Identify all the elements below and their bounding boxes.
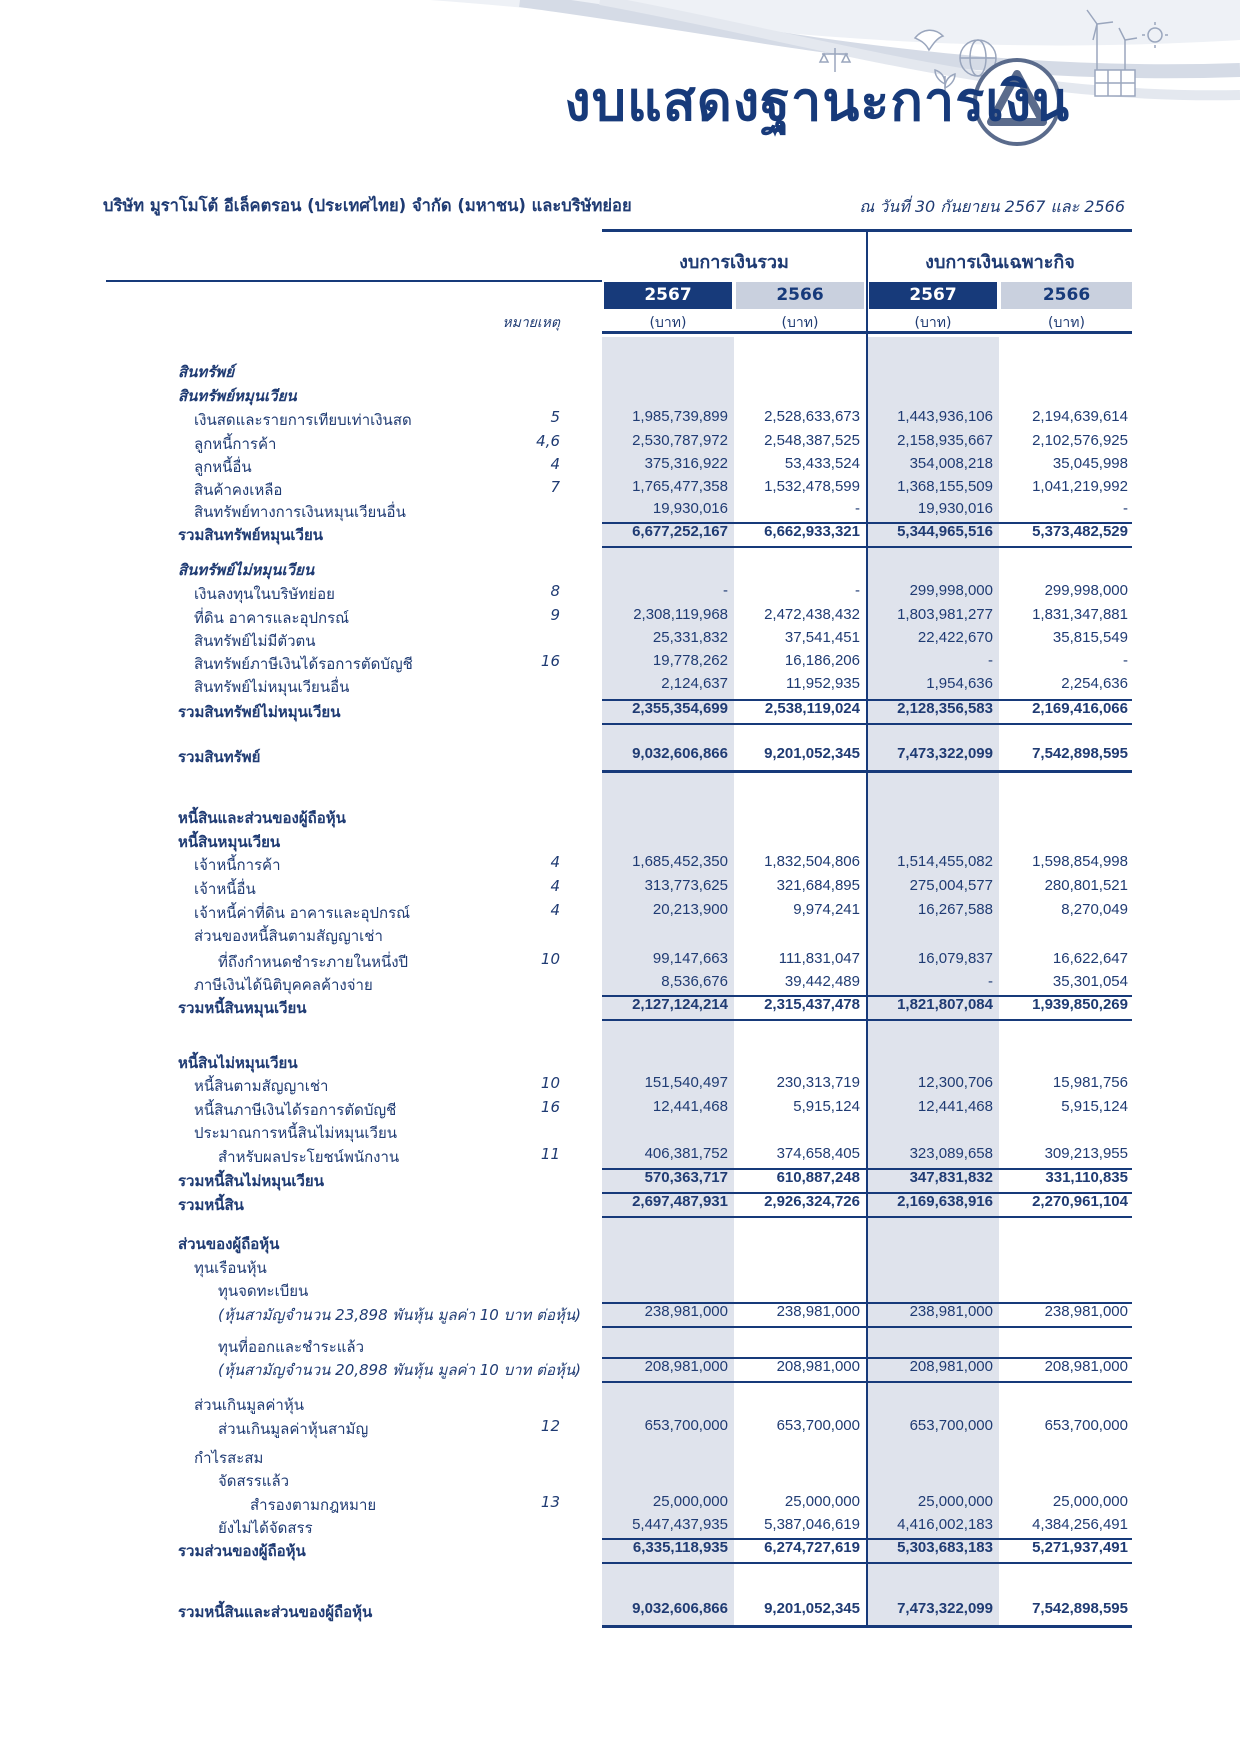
- row-label: รวมหนี้สิน: [178, 1196, 244, 1214]
- cell-value: 7,542,898,595: [1032, 745, 1128, 762]
- cell-value: 653,700,000: [1044, 1417, 1128, 1434]
- cell-value: 238,981,000: [776, 1303, 860, 1320]
- cell-value: 1,443,936,106: [897, 408, 993, 425]
- row-note: 5: [550, 408, 560, 426]
- cell-value: 238,981,000: [909, 1303, 993, 1320]
- row-label: ประมาณการหนี้สินไม่หมุนเวียน: [194, 1124, 398, 1142]
- cell-value: 2,158,935,667: [897, 432, 993, 449]
- cell-value: 208,981,000: [776, 1358, 860, 1375]
- company-name: บริษัท มูราโมโต้ อีเล็คตรอน (ประเทศไทย) จำกัด (มหาชน) และบริษัทย่อย: [103, 196, 632, 215]
- row-label: หนี้สินภาษีเงินได้รอการตัดบัญชี: [194, 1101, 397, 1119]
- subtotal-rule: [602, 1302, 1132, 1304]
- cell-value: 22,422,670: [917, 629, 993, 646]
- subtotal-rule: [602, 546, 1132, 548]
- row-note: 11: [540, 1145, 560, 1163]
- row-label: (หุ้นสามัญจำนวน 23,898 พันหุ้น มูลค่า 10 บาท ต่อหุ้น): [218, 1306, 581, 1324]
- year-2566-consolidated: 2566: [736, 282, 864, 309]
- row-label: ทุนจดทะเบียน: [218, 1282, 309, 1300]
- cell-value: 1,685,452,350: [632, 853, 728, 870]
- cell-value: 5,344,965,516: [897, 523, 993, 540]
- header-left-underline: [106, 280, 602, 282]
- cell-value: 238,981,000: [644, 1303, 728, 1320]
- row-label: รวมส่วนของผู้ถือหุ้น: [178, 1542, 306, 1560]
- cell-value: 2,530,787,972: [632, 432, 728, 449]
- cell-value: 299,998,000: [1044, 582, 1128, 599]
- table-row: [0, 1539, 1240, 1561]
- table-row: [0, 606, 1240, 628]
- row-label: รวมสินทรัพย์ไม่หมุนเวียน: [178, 703, 341, 721]
- row-label: ลูกหนี้การค้า: [194, 435, 277, 453]
- cell-value: 19,930,016: [652, 500, 728, 517]
- unit-label: (บาท): [649, 315, 687, 331]
- year-2567-consolidated: 2567: [604, 282, 732, 309]
- cell-value: 8,270,049: [1061, 901, 1128, 918]
- cell-value: 9,032,606,866: [632, 1600, 728, 1617]
- row-label: รวมหนี้สินและส่วนของผู้ถือหุ้น: [178, 1603, 373, 1621]
- cell-value: 2,102,576,925: [1032, 432, 1128, 449]
- table-row: [0, 1600, 1240, 1622]
- cell-value: 1,598,854,998: [1032, 853, 1128, 870]
- cell-value: 5,303,683,183: [897, 1539, 993, 1556]
- cell-value: 19,778,262: [652, 652, 728, 669]
- table-row: [0, 1303, 1240, 1325]
- cell-value: 25,331,832: [652, 629, 728, 646]
- row-label: เจ้าหนี้การค้า: [194, 856, 281, 874]
- unit-label: (บาท): [781, 315, 819, 331]
- cell-value: 35,045,998: [1052, 455, 1128, 472]
- table-row: [0, 629, 1240, 651]
- cell-value: 1,832,504,806: [764, 853, 860, 870]
- row-label: สินทรัพย์ไม่หมุนเวียน: [178, 561, 315, 579]
- table-row: [0, 901, 1240, 923]
- group-separate: งบการเงินเฉพาะกิจ: [925, 252, 1075, 273]
- cell-value: 7,473,322,099: [897, 745, 993, 762]
- row-label: ลูกหนี้อื่น: [194, 458, 252, 476]
- cell-value: 151,540,497: [644, 1074, 728, 1091]
- table-row: [0, 1335, 1240, 1357]
- cell-value: 12,441,468: [917, 1098, 993, 1115]
- cell-value: 280,801,521: [1044, 877, 1128, 894]
- table-row: [0, 830, 1240, 852]
- cell-value: 347,831,832: [909, 1169, 993, 1186]
- cell-value: 1,765,477,358: [632, 478, 728, 495]
- subtotal-rule: [602, 1381, 1132, 1383]
- cell-value: -: [988, 973, 993, 990]
- subtotal-rule: [602, 1538, 1132, 1540]
- table-row: [0, 360, 1240, 382]
- cell-value: 2,127,124,214: [632, 996, 728, 1013]
- cell-value: 7,473,322,099: [897, 1600, 993, 1617]
- cell-value: 25,000,000: [1052, 1493, 1128, 1510]
- row-note: 16: [540, 652, 560, 670]
- cell-value: 2,697,487,931: [632, 1193, 728, 1210]
- table-row: [0, 523, 1240, 545]
- cell-value: 19,930,016: [917, 500, 993, 517]
- table-row: [0, 1169, 1240, 1191]
- row-note: 12: [540, 1417, 560, 1435]
- cell-value: 37,541,451: [784, 629, 860, 646]
- cell-value: 9,974,241: [793, 901, 860, 918]
- cell-value: -: [1123, 652, 1128, 669]
- table-row: [0, 582, 1240, 604]
- cell-value: 313,773,625: [644, 877, 728, 894]
- cell-value: 6,677,252,167: [632, 523, 728, 540]
- cell-value: 4,416,002,183: [897, 1516, 993, 1533]
- cell-value: -: [988, 652, 993, 669]
- cell-value: 2,548,387,525: [764, 432, 860, 449]
- cell-value: 354,008,218: [909, 455, 993, 472]
- subtotal-rule: [602, 1326, 1132, 1328]
- cell-value: 321,684,895: [776, 877, 860, 894]
- cell-value: 99,147,663: [652, 950, 728, 967]
- cell-value: 5,271,937,491: [1032, 1539, 1128, 1556]
- cell-value: 238,981,000: [1044, 1303, 1128, 1320]
- cell-value: 5,915,124: [1061, 1098, 1128, 1115]
- cell-value: 610,887,248: [776, 1169, 860, 1186]
- unit-label: (บาท): [914, 315, 952, 331]
- table-row: [0, 652, 1240, 674]
- cell-value: -: [855, 582, 860, 599]
- cell-value: 2,254,636: [1061, 675, 1128, 692]
- table-row: [0, 455, 1240, 477]
- cell-value: 1,831,347,881: [1032, 606, 1128, 623]
- cell-value: 375,316,922: [644, 455, 728, 472]
- cell-value: 7,542,898,595: [1032, 1600, 1128, 1617]
- cell-value: 20,213,900: [652, 901, 728, 918]
- cell-value: 16,267,588: [917, 901, 993, 918]
- year-2566-separate: 2566: [1001, 282, 1132, 309]
- table-row: [0, 1516, 1240, 1538]
- cell-value: 15,981,756: [1052, 1074, 1128, 1091]
- table-row: [0, 806, 1240, 828]
- cell-value: 1,803,981,277: [897, 606, 993, 623]
- table-row: [0, 1279, 1240, 1301]
- table-row: [0, 1393, 1240, 1415]
- row-label: เจ้าหนี้อื่น: [194, 880, 256, 898]
- subtotal-rule: [602, 1357, 1132, 1359]
- cell-value: 1,985,739,899: [632, 408, 728, 425]
- row-note: 10: [540, 1074, 560, 1092]
- table-row: [0, 1358, 1240, 1380]
- subtotal-rule: [602, 995, 1132, 997]
- row-label: สินค้าคงเหลือ: [194, 481, 283, 499]
- cell-value: -: [855, 500, 860, 517]
- cell-value: 2,169,416,066: [1032, 700, 1128, 717]
- cell-value: 6,662,933,321: [764, 523, 860, 540]
- table-row: [0, 1417, 1240, 1439]
- cell-value: 570,363,717: [644, 1169, 728, 1186]
- table-row: [0, 408, 1240, 430]
- row-label: หนี้สินและส่วนของผู้ถือหุ้น: [178, 809, 346, 827]
- row-note: 4: [550, 853, 560, 871]
- cell-value: 1,368,155,509: [897, 478, 993, 495]
- cell-value: 6,335,118,935: [632, 1539, 728, 1556]
- total-rule: [602, 770, 1132, 773]
- row-label: เงินลงทุนในบริษัทย่อย: [194, 585, 335, 603]
- row-note: 7: [550, 478, 560, 496]
- table-row: [0, 973, 1240, 995]
- cell-value: 16,079,837: [917, 950, 993, 967]
- table-row: [0, 478, 1240, 500]
- cell-value: 653,700,000: [909, 1417, 993, 1434]
- cell-value: 9,201,052,345: [764, 745, 860, 762]
- row-note: 10: [540, 950, 560, 968]
- cell-value: 35,301,054: [1052, 973, 1128, 990]
- cell-value: 2,538,119,024: [764, 700, 860, 717]
- row-label: กำไรสะสม: [194, 1449, 264, 1467]
- row-note: 4: [550, 901, 560, 919]
- row-label: สำหรับผลประโยชน์พนักงาน: [218, 1148, 400, 1166]
- row-label: สินทรัพย์: [178, 363, 235, 381]
- cell-value: 323,089,658: [909, 1145, 993, 1162]
- cell-value: 299,998,000: [909, 582, 993, 599]
- solar-panel-icon: [1095, 70, 1135, 96]
- cell-value: 230,313,719: [776, 1074, 860, 1091]
- cell-value: 2,270,961,104: [1032, 1193, 1128, 1210]
- cell-value: 9,201,052,345: [764, 1600, 860, 1617]
- cell-value: 25,000,000: [917, 1493, 993, 1510]
- table-row: [0, 853, 1240, 875]
- cell-value: 2,472,438,432: [764, 606, 860, 623]
- row-label: ส่วนของผู้ถือหุ้น: [178, 1235, 280, 1253]
- row-label: รวมหนี้สินไม่หมุนเวียน: [178, 1172, 324, 1190]
- row-label: สำรองตามกฎหมาย: [250, 1496, 377, 1514]
- table-row: [0, 996, 1240, 1018]
- row-label: สินทรัพย์ทางการเงินหมุนเวียนอื่น: [194, 503, 406, 521]
- row-label: ภาษีเงินได้นิติบุคคลค้างจ่าย: [194, 976, 373, 994]
- cell-value: 5,373,482,529: [1032, 523, 1128, 540]
- note-header: หมายเหตุ: [502, 315, 560, 331]
- cell-value: 1,532,478,599: [764, 478, 860, 495]
- cell-value: 25,000,000: [652, 1493, 728, 1510]
- header-bottom-line: [602, 331, 1132, 334]
- cell-value: 1,514,455,082: [897, 853, 993, 870]
- table-row: [0, 500, 1240, 522]
- row-note: 16: [540, 1098, 560, 1116]
- cell-value: 2,169,638,916: [897, 1193, 993, 1210]
- cell-value: 2,528,633,673: [764, 408, 860, 425]
- cell-value: 12,300,706: [917, 1074, 993, 1091]
- row-label: ที่ถึงกำหนดชำระภายในหนึ่งปี: [218, 953, 409, 971]
- row-label: ยังไม่ได้จัดสรร: [218, 1519, 313, 1537]
- cell-value: 5,447,437,935: [632, 1516, 728, 1533]
- row-label: รวมหนี้สินหมุนเวียน: [178, 999, 307, 1017]
- unit-label: (บาท): [1048, 315, 1085, 331]
- cell-value: -: [723, 582, 728, 599]
- row-label: ที่ดิน อาคารและอุปกรณ์: [194, 609, 350, 627]
- table-row: [0, 1493, 1240, 1515]
- row-label: (หุ้นสามัญจำนวน 20,898 พันหุ้น มูลค่า 10 บาท ต่อหุ้น): [218, 1361, 581, 1379]
- cell-value: 53,433,524: [784, 455, 860, 472]
- subtotal-rule: [602, 1192, 1132, 1194]
- page-title: งบแสดงฐานะการเงิน: [564, 70, 1070, 133]
- table-row: [0, 924, 1240, 946]
- cell-value: 208,981,000: [1044, 1358, 1128, 1375]
- cell-value: 275,004,577: [909, 877, 993, 894]
- cell-value: 2,355,354,699: [632, 700, 728, 717]
- cell-value: 1,939,850,269: [1032, 996, 1128, 1013]
- cell-value: 1,954,636: [926, 675, 993, 692]
- cell-value: 39,442,489: [784, 973, 860, 990]
- total-rule: [602, 1625, 1132, 1628]
- table-row: [0, 432, 1240, 454]
- row-label: หนี้สินตามสัญญาเช่า: [194, 1077, 329, 1095]
- row-note: 13: [540, 1493, 560, 1511]
- cell-value: 1,041,219,992: [1032, 478, 1128, 495]
- cell-value: 9,032,606,866: [632, 745, 728, 762]
- cell-value: 653,700,000: [776, 1417, 860, 1434]
- table-row: [0, 1051, 1240, 1073]
- cell-value: 374,658,405: [776, 1145, 860, 1162]
- cell-value: 8,536,676: [661, 973, 728, 990]
- group-consolidated: งบการเงินรวม: [679, 252, 789, 273]
- row-label: ส่วนเกินมูลค่าหุ้นสามัญ: [218, 1420, 369, 1438]
- subtotal-rule: [602, 522, 1132, 524]
- cell-value: 16,186,206: [784, 652, 860, 669]
- row-label: เจ้าหนี้ค่าที่ดิน อาคารและอุปกรณ์: [194, 904, 411, 922]
- cell-value: 653,700,000: [644, 1417, 728, 1434]
- table-row: [0, 1098, 1240, 1120]
- cell-value: 208,981,000: [644, 1358, 728, 1375]
- table-row: [0, 675, 1240, 697]
- table-row: [0, 1074, 1240, 1096]
- row-label: รวมสินทรัพย์หมุนเวียน: [178, 526, 324, 544]
- cell-value: 2,926,324,726: [764, 1193, 860, 1210]
- row-note: 9: [550, 606, 560, 624]
- cell-value: 2,194,639,614: [1032, 408, 1128, 425]
- cell-value: 331,110,835: [1045, 1169, 1128, 1186]
- table-row: [0, 384, 1240, 406]
- table-row: [0, 700, 1240, 722]
- cell-value: 5,915,124: [793, 1098, 860, 1115]
- row-label: รวมสินทรัพย์: [178, 748, 261, 766]
- row-label: สินทรัพย์ไม่มีตัวตน: [194, 632, 316, 650]
- table-row: [0, 1469, 1240, 1491]
- row-label: ทุนที่ออกและชำระแล้ว: [218, 1338, 365, 1356]
- subtotal-rule: [602, 1216, 1132, 1218]
- cell-value: 12,441,468: [652, 1098, 728, 1115]
- cell-value: 406,381,752: [644, 1145, 728, 1162]
- subtotal-rule: [602, 699, 1132, 701]
- subtotal-rule: [602, 1019, 1132, 1021]
- cell-value: 111,831,047: [778, 950, 860, 967]
- table-row: [0, 877, 1240, 899]
- cell-value: 2,315,437,478: [764, 996, 860, 1013]
- cell-value: 6,274,727,619: [764, 1539, 860, 1556]
- row-label: สินทรัพย์ไม่หมุนเวียนอื่น: [194, 678, 350, 696]
- row-label: สินทรัพย์ภาษีเงินได้รอการตัดบัญชี: [194, 655, 413, 673]
- cell-value: 16,622,647: [1052, 950, 1128, 967]
- cell-value: 208,981,000: [909, 1358, 993, 1375]
- cell-value: 35,815,549: [1052, 629, 1128, 646]
- cell-value: 5,387,046,619: [764, 1516, 860, 1533]
- cell-value: 309,213,955: [1044, 1145, 1128, 1162]
- subtotal-rule: [602, 1168, 1132, 1170]
- cell-value: -: [1123, 500, 1128, 517]
- row-note: 4,6: [536, 432, 560, 450]
- as-of-date: ณ วันที่ 30 กันยายน 2567 และ 2566: [859, 197, 1125, 216]
- row-note: 8: [550, 582, 560, 600]
- cell-value: 11,952,935: [786, 675, 860, 692]
- year-2567-separate: 2567: [869, 282, 997, 309]
- row-note: 4: [550, 455, 560, 473]
- row-label: หนี้สินหมุนเวียน: [178, 833, 281, 851]
- table-row: [0, 1121, 1240, 1143]
- row-label: ทุนเรือนหุ้น: [194, 1259, 267, 1277]
- subtotal-rule: [602, 1562, 1132, 1564]
- cell-value: 2,124,637: [661, 675, 728, 692]
- cell-value: 2,128,356,583: [897, 700, 993, 717]
- row-label: สินทรัพย์หมุนเวียน: [178, 387, 297, 405]
- cell-value: 1,821,807,084: [897, 996, 993, 1013]
- row-label: ส่วนของหนี้สินตามสัญญาเช่า: [194, 927, 383, 945]
- row-label: ส่วนเกินมูลค่าหุ้น: [194, 1396, 304, 1414]
- table-row: [0, 1446, 1240, 1468]
- table-row: [0, 558, 1240, 580]
- table-row: [0, 1256, 1240, 1278]
- row-label: จัดสรรแล้ว: [218, 1472, 290, 1490]
- table-row: [0, 1145, 1240, 1167]
- row-label: หนี้สินไม่หมุนเวียน: [178, 1054, 298, 1072]
- row-label: เงินสดและรายการเทียบเท่าเงินสด: [194, 411, 412, 429]
- cell-value: 2,308,119,968: [633, 606, 728, 623]
- table-row: [0, 1232, 1240, 1254]
- cell-value: 4,384,256,491: [1032, 1516, 1128, 1533]
- table-row: [0, 745, 1240, 767]
- row-note: 4: [550, 877, 560, 895]
- table-row: [0, 1193, 1240, 1215]
- cell-value: 25,000,000: [784, 1493, 860, 1510]
- subtotal-rule: [602, 723, 1132, 725]
- table-row: [0, 950, 1240, 972]
